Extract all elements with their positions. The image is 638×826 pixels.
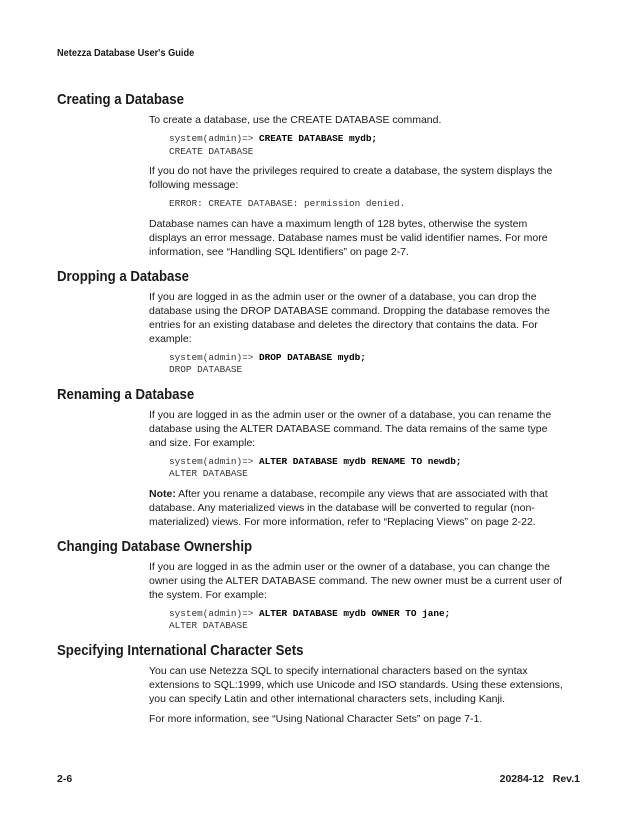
- section-body: [149, 290, 565, 377]
- paragraph: If you are logged in as the admin user or the owner of a database, you can change the owner using the ALTER DATABASE command. The new owner must be a current user of the system. For example:: [149, 560, 562, 601]
- paragraph: For more information, see “Using National Character Sets” on page 7-1.: [149, 712, 483, 725]
- footer-document-id: 20284-12 Rev.1: [499, 773, 580, 785]
- code-line: [169, 456, 565, 469]
- code-prompt: system(admin)=>: [169, 133, 260, 144]
- code-output: DROP DATABASE: [169, 364, 243, 375]
- code-prompt: system(admin)=>: [169, 607, 260, 619]
- section-body: [149, 664, 565, 726]
- code-line: [169, 608, 565, 621]
- code-command: ALTER DATABASE mydb RENAME TO newdb;: [259, 455, 462, 467]
- code-command: DROP DATABASE mydb;: [259, 351, 366, 363]
- paragraph: If you are logged in as the admin user or the owner of a database, you can rename the database using the ALTER DATABASE command. The data remains of the same type and size. For example:: [149, 408, 552, 449]
- paragraph: Database names can have a maximum length of 128 bytes, otherwise the system displays an error message. Database names must be valid identifier names. For more information, see “Handling SQL Identifiers” on page 2-7.: [149, 217, 548, 258]
- section-heading: Dropping a Database: [57, 267, 190, 285]
- code-block: [169, 608, 565, 633]
- code-block: [169, 198, 565, 211]
- section-heading: Creating a Database: [57, 91, 184, 108]
- code-output: ERROR: CREATE DATABASE: permission denied.: [169, 198, 406, 209]
- page-content: [57, 91, 577, 735]
- paragraph: If you do not have the privileges required to create a database, the system displays the following message:: [149, 165, 553, 191]
- code-prompt: system(admin)=>: [169, 351, 260, 363]
- section-heading: Changing Database Ownership: [57, 537, 253, 555]
- code-block: [169, 133, 565, 158]
- running-header: Netezza Database User's Guide: [57, 47, 195, 59]
- code-line: [169, 352, 565, 365]
- code-output: ALTER DATABASE: [169, 468, 248, 479]
- section-changing-ownership: [57, 538, 577, 633]
- note-text: After you rename a database, recompile any views that are associated with that database. Any materialized views in the database will be converted to regular (non-materialized) views. For more information, refer to “Replacing Views” on page 2-22.: [149, 487, 548, 528]
- section-dropping-database: [57, 268, 577, 377]
- code-prompt: system(admin)=>: [169, 455, 260, 467]
- section-international-character-sets: [57, 642, 577, 726]
- section-heading: Renaming a Database: [57, 385, 195, 403]
- section-renaming-database: [57, 386, 577, 529]
- code-command: CREATE DATABASE mydb;: [259, 133, 378, 144]
- paragraph: To create a database, use the CREATE DATABASE command.: [149, 114, 442, 126]
- note: [149, 487, 565, 529]
- section-creating-database: [57, 91, 577, 259]
- note-label: Note:: [149, 487, 176, 500]
- code-block: [169, 352, 565, 377]
- code-block: [169, 456, 565, 481]
- code-output: CREATE DATABASE: [169, 145, 254, 157]
- footer-page-number: 2-6: [57, 773, 73, 785]
- section-heading: Specifying International Character Sets: [57, 641, 304, 659]
- section-body: [149, 560, 565, 633]
- code-line: [169, 133, 565, 146]
- paragraph: You can use Netezza SQL to specify international characters based on the syntax extensions to SQL:1999, which use Unicode and ISO standards. Using these extensions, you can specify Latin and other international characters sets, including Kanji.: [149, 664, 563, 705]
- code-output: ALTER DATABASE: [169, 620, 248, 631]
- code-command: ALTER DATABASE mydb OWNER TO jane;: [259, 607, 451, 619]
- section-body: [149, 113, 565, 259]
- paragraph: If you are logged in as the admin user or the owner of a database, you can drop the database using the DROP DATABASE command. Dropping the database removes the entries for an existing database and deletes the directory that contains the data. For example:: [149, 290, 550, 345]
- section-body: [149, 408, 565, 529]
